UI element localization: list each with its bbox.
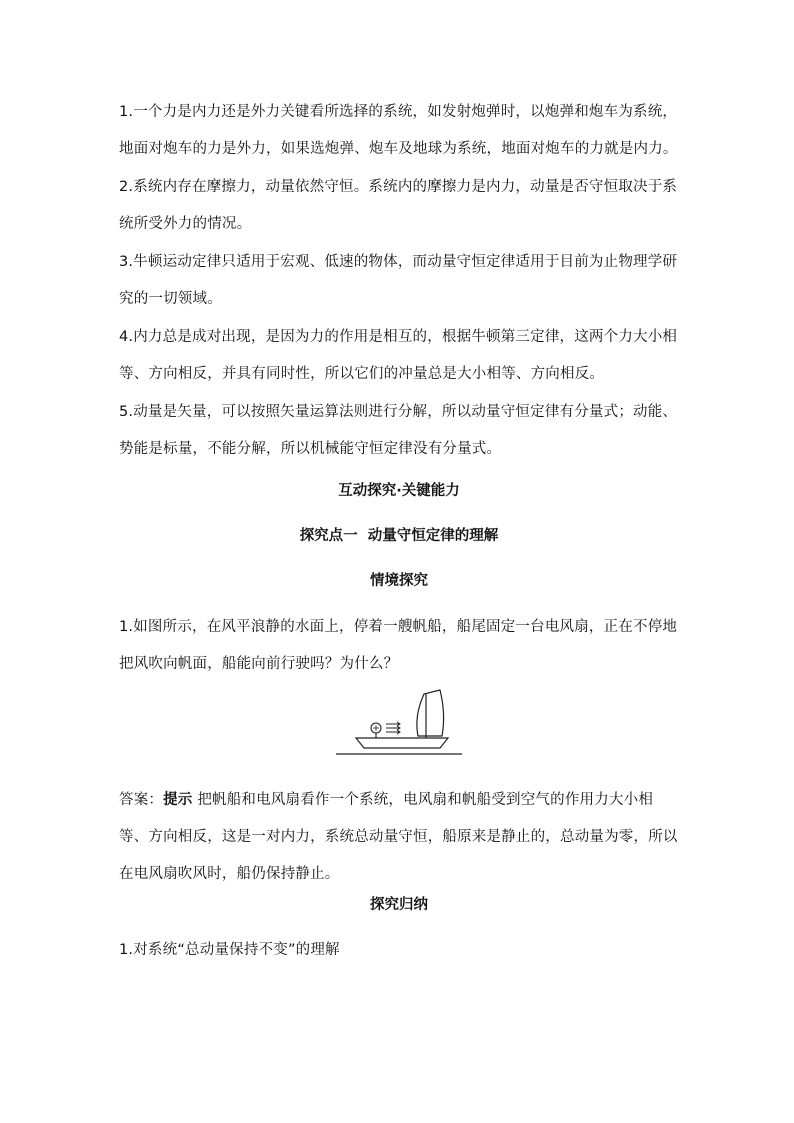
paragraph-3: 3.牛顿运动定律只适用于宏观、低速的物体，而动量守恒定律适用于目前为止物理学研究的一切领域。 [119,254,678,307]
section-heading: 互动探究·关键能力 [338,483,460,499]
sailboat-with-fan-diagram [330,684,470,764]
paragraph-5: 5.动量是矢量，可以按照矢量运算法则进行分解，所以动量守恒定律有分量式；动能、势能是标量，不能分解，所以机械能守恒定律没有分量式。 [119,404,678,457]
summary-item: 1.对系统“总动量保持不变”的理解 [119,942,340,958]
paragraph-4: 4.内力总是成对出现，是因为力的作用是相互的，根据牛顿第三定律，这两个力大小相等、方向相反，并具有同时性，所以它们的冲量总是大小相等、方向相反。 [119,329,678,382]
paragraph-1: 1.一个力是内力还是外力关键看所选择的系统，如发射炮弹时，以炮弹和炮车为系统，地面对炮车的力是外力，如果选炮弹、炮车及地球为系统，地面对炮车的力就是内力。 [119,104,678,157]
boat-hull [356,738,448,748]
situation-heading: 情境探究 [370,573,428,589]
boat-sail [417,690,444,736]
wind-arrows [386,722,400,734]
summary-heading: 探究归纳 [370,897,428,913]
paragraph-2: 2.系统内存在摩擦力，动量依然守恒。系统内的摩擦力是内力，动量是否守恒取决于系统所受外力的情况。 [119,179,678,232]
answer-paragraph [119,782,679,893]
answer-text: 把帆船和电风扇看作一个系统，电风扇和帆船受到空气的作用力大小相等、方向相反，这是一对内力，系统总动量守恒，船原来是静止的，总动量为零，所以在电风扇吹风时，船仍保持静止。 [119,792,678,882]
answer-hint-label: 提示 [163,792,193,808]
question-paragraph: 1.如图所示，在风平浪静的水面上，停着一艘帆船，船尾固定一台电风扇，正在不停地把风吹向帆面，船能向前行驶吗？为什么？ [119,619,678,672]
subsection-heading: 探究点一 动量守恒定律的理解 [299,528,499,544]
answer-prefix: 答案： [119,792,164,808]
